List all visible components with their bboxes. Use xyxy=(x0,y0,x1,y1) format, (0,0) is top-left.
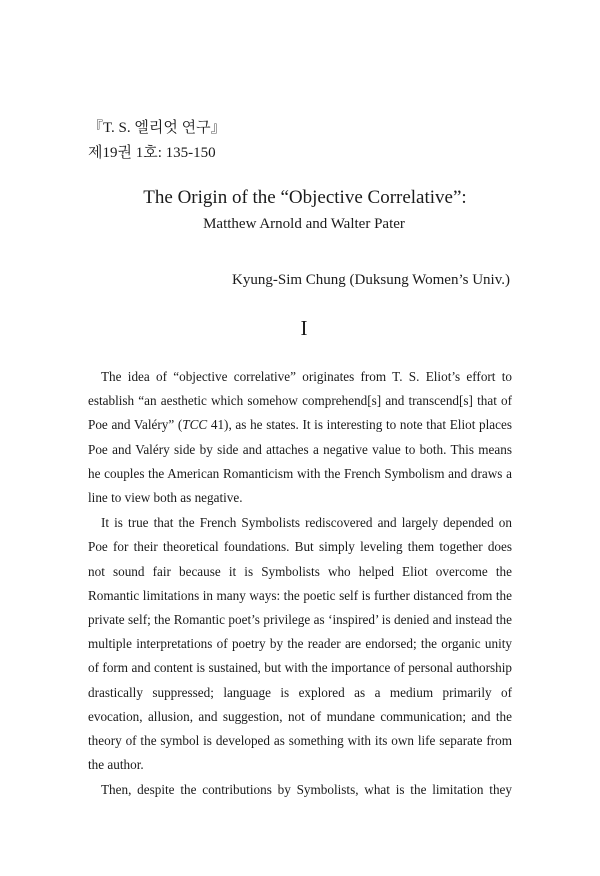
journal-header xyxy=(88,116,226,166)
citation-abbreviation: TCC xyxy=(182,417,208,433)
journal-volume: 제19권 1호: 135-150 xyxy=(88,145,216,161)
paragraph-1-text-b: 41), as he states. It is interesting to note that Eliot places Poe and Valéry side by side and attaches a negative value to both. This means he couples the American Romanticism with the French Symbolism and draws a line to view both as negative. xyxy=(88,417,513,506)
paragraph-2: It is true that the French Symbolists rediscovered and largely depended on Poe for their theoretical foundations. But simply leveling them together does not sound fair because it is Symbolists who helped Eliot overcome the Romantic limitations in many ways: the poetic self is further distanced from the private self; the Romantic poet’s privilege as ‘inspired’ is denied and instead the multiple interpretations of poetry by the reader are endorsed; the organic unity of form and content is sustained, but with the importance of personal authorship drastically suppressed; language is explored as a medium primarily of evocation, allusion, and suggestion, not of mundane communication; and the theory of the symbol is developed as something with its own life separate from the author. xyxy=(88,515,512,773)
journal-name: 『T. S. 엘리엇 연구』 xyxy=(88,120,226,136)
article-subtitle: Matthew Arnold and Walter Pater xyxy=(203,216,405,232)
paragraph-1-text-a: The idea of “objective correlative” originates from T. S. Eliot’s effort to establish “an aesthetic which somehow comprehend[s] and transcend[s] that of Poe and Valéry” ( xyxy=(88,369,512,433)
article-title: The Origin of the “Objective Correlative”: xyxy=(143,187,467,208)
section-heading: I xyxy=(300,316,308,340)
paragraph-1 xyxy=(88,365,512,510)
article-body xyxy=(88,365,512,803)
article-author: Kyung-Sim Chung (Duksung Women’s Univ.) xyxy=(232,272,510,288)
paragraph-3: Then, despite the contributions by Symbolists, what is the limitation they xyxy=(101,782,512,798)
